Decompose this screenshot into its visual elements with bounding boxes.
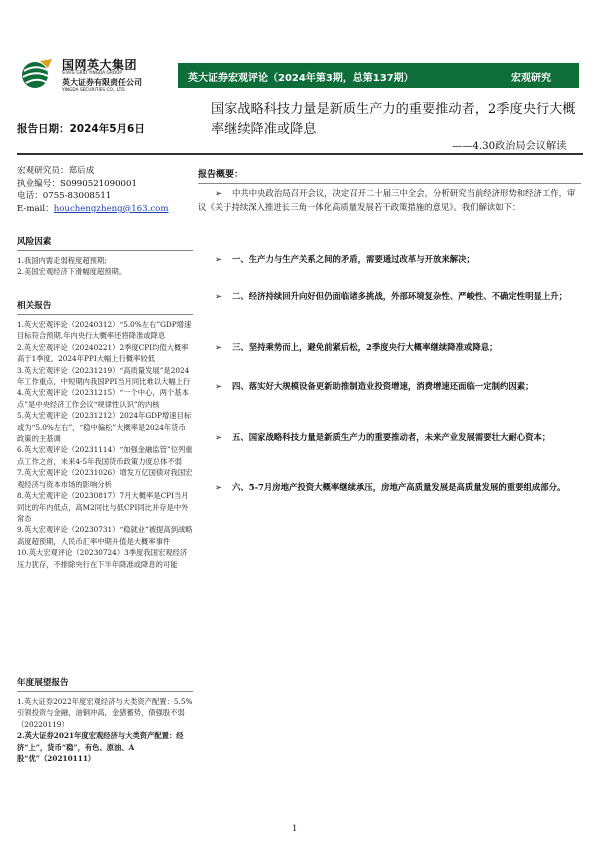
group-name: 国网英大集团	[62, 58, 138, 72]
summary-point: ➢ 六、5-7月房地产投资大概率继续承压，房地产高质量发展是高质量发展的重要组成部分。	[198, 480, 578, 494]
arrow-bullet-icon: ➢	[215, 482, 223, 492]
category-label: 宏观研究	[511, 73, 551, 84]
page-title: 国家战略科技力量是新质生产力的重要推动者，2季度央行大概率继续降准或降息	[211, 102, 576, 137]
summary-point: ➢ 三、坚持乘势而上，避免前紧后松，2季度央行大概率继续降准或降息；	[198, 340, 578, 354]
related-section	[17, 299, 193, 570]
page-number: 1	[292, 824, 298, 834]
summary-point: ➢ 一、生产力与生产关系之间的矛盾，需要通过改革与开放来解决；	[198, 252, 578, 266]
related-item[interactable]: 4.英大宏观评论（20231215）“一个中心，两个基本点”是中央经济工作会议“规律性认识”的内核	[17, 388, 189, 409]
risk-item: 2.美国宏观经济下滑幅度超预期。	[17, 267, 127, 277]
series-title: 英大证券宏观评论（2024年第3期，总第137期）	[188, 73, 414, 84]
arrow-bullet-icon: ➢	[215, 188, 223, 198]
related-item[interactable]: 5.英大宏观评论（20231212）2024年GDP增速目标或为“5.0%左右”，“稳中偏松”大概率是2024年货币政策的主基调	[17, 411, 192, 444]
risk-heading: 风险因素	[17, 235, 193, 251]
summary-intro: ➢ 中共中央政治局召开会议，决定召开二十届三中全会，分析研究当前经济形势和经济工作，审议《关于持续深入推进长三角一体化高质量发展若干政策措施的意见》。我们解读如下：	[198, 188, 576, 213]
arrow-bullet-icon: ➢	[215, 342, 223, 352]
annual-item[interactable]: 1.英大证券2022年度宏观经济与大类资产配置：5.5%引领投资与金融，油铜冲高，金猪蓄势，债强股不弱（20220119）	[17, 697, 193, 729]
related-item[interactable]: 3.英大宏观评论（20231219）“高质量发展”是2024年工作重点，中短期内我国PPI当月同比难以大幅上行	[17, 365, 191, 387]
report-banner	[178, 63, 579, 88]
header-divider	[17, 153, 583, 155]
related-item[interactable]: 2.英大宏观评论（20240221）2季度CPI均值大概率高于1季度，2024年PPI大幅上行概率较低	[17, 342, 189, 364]
arrow-bullet-icon: ➢	[215, 381, 223, 391]
annual-heading: 年度展望报告	[17, 676, 193, 692]
related-item[interactable]: 8.英大宏观评论（20230817）7月大概率是CPI当月同比的年内低点，高M2同比与低CPI同比并存是中外常态	[17, 491, 189, 523]
securities-name-en: YINGDA SECURITIES CO., LTD.	[62, 88, 126, 93]
related-item[interactable]: 7.英大宏观评论（20231026）增发万亿国债对我国宏观经济与资本市场的影响分析	[17, 468, 193, 489]
report-date: 报告日期：2024年5月6日	[17, 123, 145, 135]
email-line: E-mail：houchengzheng@163.com	[17, 203, 169, 214]
related-item[interactable]: 1.英大宏观评论（20240312）“5.0%左右”GDP增速目标符合预期,年内央行大概率还将降准或降息	[17, 320, 192, 341]
related-item[interactable]: 10.英大宏观评论（20230724）3季度我国宏观经济压力犹存，不排除央行在下半年降准或降息的可能	[17, 548, 188, 569]
analyst-name: 宏观研究员：郑后成	[17, 166, 95, 176]
summary-heading: 报告概要：	[198, 167, 581, 184]
author-info	[17, 165, 193, 215]
globe-logo-icon	[20, 58, 54, 90]
arrow-bullet-icon: ➢	[215, 254, 223, 264]
annual-item[interactable]: 2.英大证券2021年度宏观经济与大类资产配置：经济“上”，货币“稳”，有色、原油、A股“优”（20210111）	[17, 731, 184, 764]
license-number: 执业编号：S0990521090001	[17, 178, 137, 189]
risk-section	[17, 235, 193, 278]
phone-number: 电话：0755-83008511	[17, 191, 112, 202]
subtitle: ——4.30政治局会议解读	[452, 141, 567, 152]
summary-point: ➢ 四、落实好大规模设备更新助推制造业投资增速，消费增速还面临一定制约因素；	[198, 379, 578, 393]
email-link[interactable]: houchengzheng@163.com	[53, 203, 169, 214]
securities-name: 英大证券有限责任公司	[62, 78, 142, 87]
group-name-en: STATE GRID YINGDA GROUP	[62, 71, 122, 76]
summary-point: ➢ 五、国家战略科技力量是新质生产力的重要推动者，未来产业发展需要壮大耐心资本；	[198, 430, 578, 444]
related-item[interactable]: 9.英大宏观评论（20230731）“稳就业”被提高到战略高度超预期，人民币汇率中期升值是大概率事件	[17, 525, 193, 546]
annual-section	[17, 676, 193, 764]
arrow-bullet-icon: ➢	[215, 291, 223, 301]
related-item[interactable]: 6.英大宏观评论（20231114）“加强金融监管”位列重点工作之首，未来4-5年我国货币政策力度总体不弱	[17, 445, 193, 466]
arrow-bullet-icon: ➢	[215, 432, 223, 442]
related-heading: 相关报告	[17, 299, 193, 315]
summary-point: ➢ 二、经济持续回升向好但仍面临诸多挑战，外部环境复杂性、严峻性、不确定性明显上升；	[198, 289, 578, 303]
company-logo	[20, 52, 180, 96]
risk-item: 1.我国内需走弱程度超预期;	[17, 256, 107, 265]
